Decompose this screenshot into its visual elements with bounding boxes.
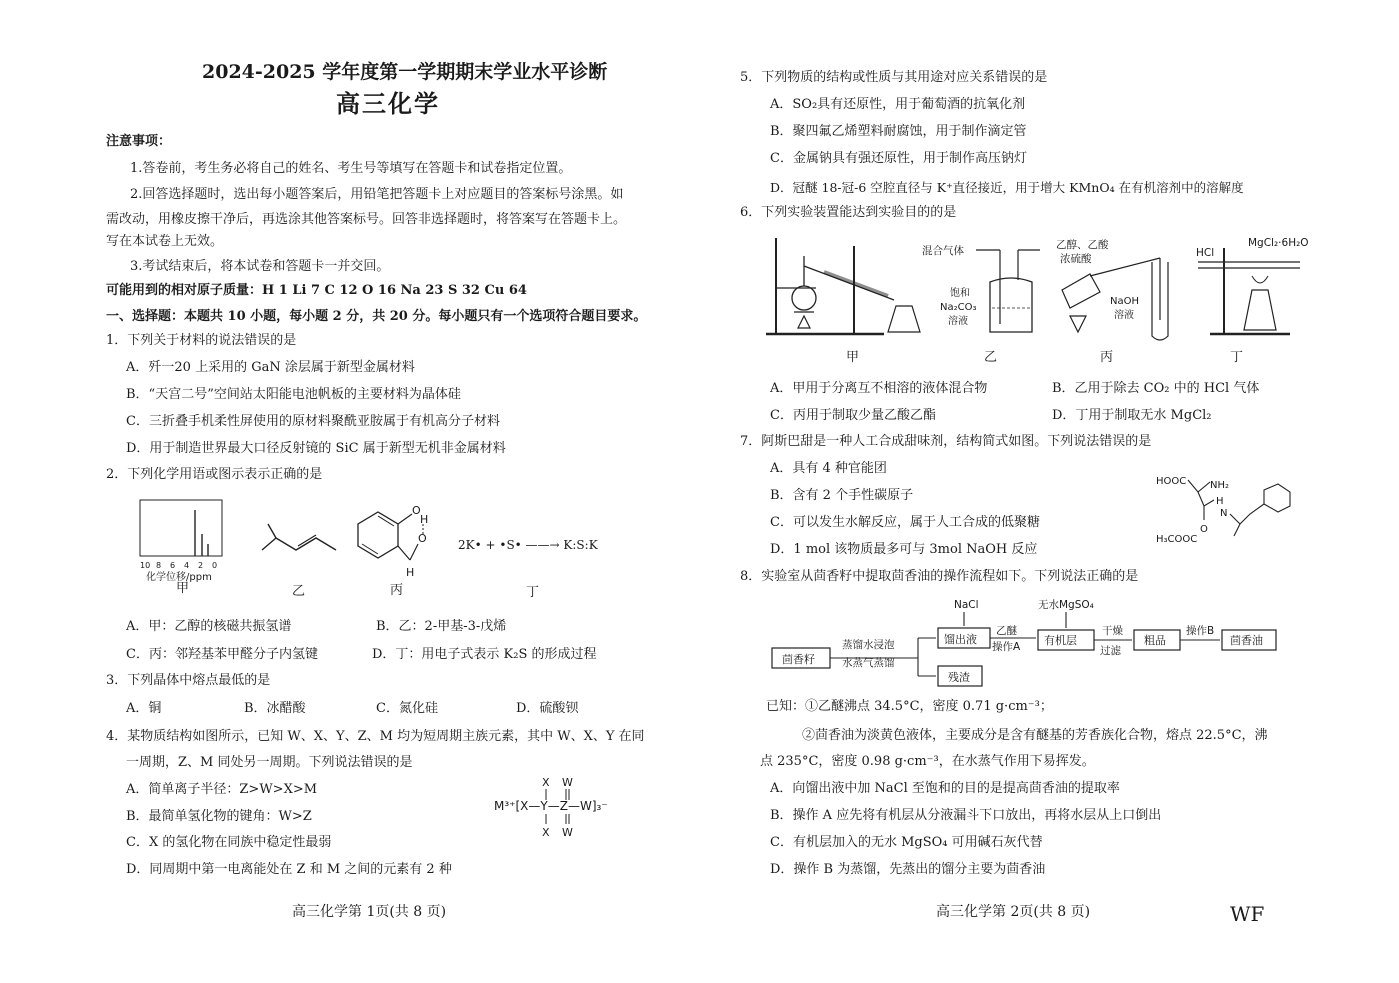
q2-label-bing: 丙 <box>390 583 404 598</box>
q2-option-a: A．甲：乙醇的核磁共振氢谱 <box>126 619 292 634</box>
left-page <box>96 0 676 983</box>
aspartame-group: NH₂ <box>1210 480 1230 491</box>
section-1-heading: 一、选择题：本题共 10 小题，每小题 2 分，共 20 分。每小题只有一个选项符合题目要求。 <box>106 309 647 324</box>
flow-step-label: 乙醚 <box>996 625 1017 637</box>
bing-naoh-label: 溶液 <box>1114 310 1134 321</box>
svg-text:W: W <box>562 826 573 839</box>
svg-text:W: W <box>562 776 573 789</box>
q8-option-d: D．操作 B 为蒸馏，先蒸出的馏分主要为茴香油 <box>770 862 1046 877</box>
nmr-tick: 0 <box>212 561 218 570</box>
left-page-footer: 高三化学第 1页(共 8 页) <box>292 904 447 920</box>
q5-option-a: A．SO₂具有还原性，用于葡萄酒的抗氧化剂 <box>770 97 1026 112</box>
q4-formula: M³⁺[X—Y—Z—W]₃⁻ <box>494 799 608 813</box>
skeletal-structure-figure <box>258 520 348 560</box>
q8-known-2b: 点 235°C，密度 0.98 g·cm⁻³，在水蒸气作用下易挥发。 <box>760 754 1095 769</box>
q1-option-a: A．歼一20 上采用的 GaN 涂层属于新型金属材料 <box>126 360 415 375</box>
q5-stem: 5．下列物质的结构或性质与其用途对应关系错误的是 <box>740 70 1048 85</box>
subject-title: 高三化学 <box>336 89 440 118</box>
q2-stem: 2．下列化学用语或图示表示正确的是 <box>106 467 323 482</box>
q6-label-yi: 乙 <box>984 350 998 365</box>
q2-option-b: B．乙：2-甲基-3-戊烯 <box>376 619 507 634</box>
q3-stem: 3．下列晶体中熔点最低的是 <box>106 673 271 688</box>
notice-2b: 需改动，用橡皮擦干净后，再选涂其他答案标号。回答非选择题时，将答案写在答题卡上。 <box>106 212 627 227</box>
aspartame-group: H₃COOC <box>1156 534 1198 545</box>
corner-mark: WF <box>1230 902 1265 926</box>
q5-option-b: B．聚四氟乙烯塑料耐腐蚀，用于制作滴定管 <box>770 124 1027 139</box>
flow-node-distillate: 馏出液 <box>944 633 977 646</box>
aspartame-structure-figure <box>1154 470 1304 550</box>
aspartame-group: H <box>1216 496 1224 507</box>
q4-option-d: D．同周期中第一电离能处在 Z 和 M 之间的元素有 2 种 <box>126 862 452 877</box>
nmr-tick: 10 <box>140 561 151 570</box>
aspartame-group: N <box>1220 508 1228 519</box>
nmr-axis-label: 化学位移/ppm <box>146 572 212 583</box>
q3-option-c: C．氮化硅 <box>376 701 438 716</box>
q6-stem: 6．下列实验装置能达到实验目的的是 <box>740 205 957 220</box>
q2-ding-formula: 2K• + •S• ——→ K:S:K <box>458 538 598 552</box>
q8-option-c: C．有机层加入的无水 MgSO₄ 可用碱石灰代替 <box>770 835 1043 850</box>
q7-option-d: D．1 mol 该物质最多可与 3mol NaOH 反应 <box>770 542 1038 557</box>
flow-step-label: 操作A <box>992 641 1021 653</box>
exam-title: 2024-2025 学年度第一学期期末学业水平诊断 <box>202 61 608 83</box>
bing-reagent-label: 浓硫酸 <box>1060 253 1092 265</box>
q3-option-a: A．铜 <box>126 701 162 716</box>
bing-naoh-label: NaOH <box>1110 296 1139 307</box>
q5-option-c: C．金属钠具有强还原性，用于制作高压钠灯 <box>770 151 1027 166</box>
svg-text:X: X <box>542 776 550 789</box>
q7-stem: 7．阿斯巴甜是一种人工合成甜味剂，结构简式如图。下列说法错误的是 <box>740 434 1152 449</box>
svg-text:H: H <box>420 513 429 526</box>
q3-option-b: B．冰醋酸 <box>244 701 306 716</box>
salicylaldehyde-figure <box>354 506 444 582</box>
q2-label-jia: 甲 <box>176 581 190 596</box>
q4-option-b: B．最简单氢化物的键角：W>Z <box>126 809 312 824</box>
ding-salt-label: MgCl₂·6H₂O <box>1248 237 1309 249</box>
flow-node-crude: 粗品 <box>1144 634 1166 647</box>
q6-label-ding: 丁 <box>1230 350 1244 365</box>
flow-node-product: 茴香油 <box>1230 634 1263 647</box>
right-page <box>740 0 1310 983</box>
bing-reagent-label: 乙醇、乙酸 <box>1056 239 1109 251</box>
q6-option-c: C．丙用于制取少量乙酸乙酯 <box>770 408 936 423</box>
notice-heading: 注意事项： <box>106 134 172 149</box>
q4-stem-b: 一周期，Z、M 同处另一周期。下列说法错误的是 <box>126 755 413 770</box>
nmr-tick: 4 <box>184 561 190 570</box>
yi-gas-label: 混合气体 <box>922 245 964 257</box>
flow-node-organic: 有机层 <box>1044 634 1077 647</box>
q1-option-b: B．“天宫二号”空间站太阳能电池帆板的主要材料为晶体硅 <box>126 387 461 402</box>
q6-option-b: B．乙用于除去 CO₂ 中的 HCl 气体 <box>1052 381 1260 396</box>
q1-stem: 1．下列关于材料的说法错误的是 <box>106 333 297 348</box>
q6-option-d: D．丁用于制取无水 MgCl₂ <box>1052 408 1212 423</box>
hcl-heating-figure <box>1180 236 1310 342</box>
flow-step-label: 蒸馏水浸泡 <box>842 639 895 651</box>
flow-reagent-label: NaCl <box>954 599 979 611</box>
q8-option-a: A．向馏出液中加 NaCl 至饱和的目的是提高茴香油的提取率 <box>770 781 1120 796</box>
svg-text:X: X <box>542 826 550 839</box>
q1-option-d: D．用于制造世界最大口径反射镜的 SiC 属于新型无机非金属材料 <box>126 441 506 456</box>
notice-3: 3.考试结束后，将本试卷和答题卡一并交回。 <box>130 259 390 274</box>
q1-option-c: C．三折叠手机柔性屏使用的原材料聚酰亚胺属于有机高分子材料 <box>126 414 500 429</box>
q3-option-d: D．硫酸钡 <box>516 701 579 716</box>
q5-option-d: D．冠醚 18-冠-6 空腔直径与 K⁺直径接近，用于增大 KMnO₄ 在有机溶剂中的溶解度 <box>770 180 1244 195</box>
q6-option-a: A．甲用于分离互不相溶的液体混合物 <box>770 381 988 396</box>
q7-option-a: A．具有 4 种官能团 <box>770 461 887 476</box>
ester-preparation-figure <box>1050 236 1180 346</box>
notice-2a: 2.回答选择题时，选出每小题答案后，用铅笔把答题卡上对应题目的答案标号涂黑。如 <box>130 187 624 202</box>
atomic-masses: 可能用到的相对原子质量：H 1 Li 7 C 12 O 16 Na 23 S 32 Cu 64 <box>106 283 527 298</box>
flow-step-label: 干燥 <box>1102 625 1123 637</box>
aspartame-group: O <box>1200 524 1208 535</box>
q6-label-bing: 丙 <box>1100 350 1114 365</box>
flow-step-label: 操作B <box>1186 625 1215 637</box>
q8-option-b: B．操作 A 应先将有机层从分液漏斗下口放出，再将水层从上口倒出 <box>770 808 1162 823</box>
q4-option-c: C．X 的氢化物在同族中稳定性最弱 <box>126 835 332 850</box>
svg-text:H: H <box>406 566 415 579</box>
yi-solution-label: Na₂CO₃ <box>940 302 977 313</box>
q2-option-d: D．丁：用电子式表示 K₂S 的形成过程 <box>372 647 597 662</box>
yi-solution-label: 溶液 <box>948 316 968 327</box>
nmr-tick: 8 <box>156 561 162 570</box>
nmr-spectrum-figure <box>138 498 248 598</box>
flow-step-label: 过滤 <box>1100 645 1121 657</box>
yi-solution-label: 饱和 <box>950 288 970 299</box>
ding-hcl-label: HCl <box>1196 247 1215 259</box>
nmr-tick: 6 <box>170 561 176 570</box>
distillation-apparatus-figure <box>764 236 934 342</box>
flow-node-residue: 残渣 <box>948 671 970 684</box>
q7-option-c: C．可以发生水解反应，属于人工合成的低聚糖 <box>770 515 1040 530</box>
q4-option-a: A．简单离子半径：Z>W>X>M <box>126 782 318 797</box>
q8-known-1: 已知：①乙醚沸点 34.5°C，密度 0.71 g·cm⁻³； <box>766 699 1053 714</box>
flow-reagent-label: 无水MgSO₄ <box>1038 599 1094 611</box>
notice-1: 1.答卷前，考生务必将自己的姓名、考生号等填写在答题卡和试卷指定位置。 <box>130 161 572 176</box>
q6-label-jia: 甲 <box>846 350 860 365</box>
q4-structure-figure <box>494 776 634 840</box>
q2-label-ding: 丁 <box>526 585 540 600</box>
nmr-tick: 2 <box>198 561 204 570</box>
aspartame-group: HOOC <box>1156 476 1187 487</box>
q2-label-yi: 乙 <box>292 584 306 599</box>
q8-stem: 8．实验室从茴香籽中提取茴香油的操作流程如下。下列说法正确的是 <box>740 569 1139 584</box>
q2-option-c: C．丙：邻羟基苯甲醛分子内氢键 <box>126 647 318 662</box>
svg-text:O: O <box>412 504 421 517</box>
q4-stem-a: 4．某物质结构如图所示，已知 W、X、Y、Z、M 均为短周期主族元素，其中 W、X、Y 在同 <box>106 729 645 744</box>
gas-washing-bottle-figure <box>920 236 1050 342</box>
extraction-flowchart <box>770 596 1310 692</box>
q8-known-2a: ②茴香油为淡黄色液体，主要成分是含有醚基的芳香族化合物，熔点 22.5°C，沸 <box>802 728 1268 743</box>
flow-node-start: 茴香籽 <box>782 653 815 666</box>
notice-2c: 写在本试卷上无效。 <box>106 234 224 249</box>
q7-option-b: B．含有 2 个手性碳原子 <box>770 488 914 503</box>
svg-text:O: O <box>418 532 427 545</box>
right-page-footer: 高三化学第 2页(共 8 页) <box>936 904 1091 920</box>
flow-step-label: 水蒸气蒸馏 <box>842 657 895 669</box>
